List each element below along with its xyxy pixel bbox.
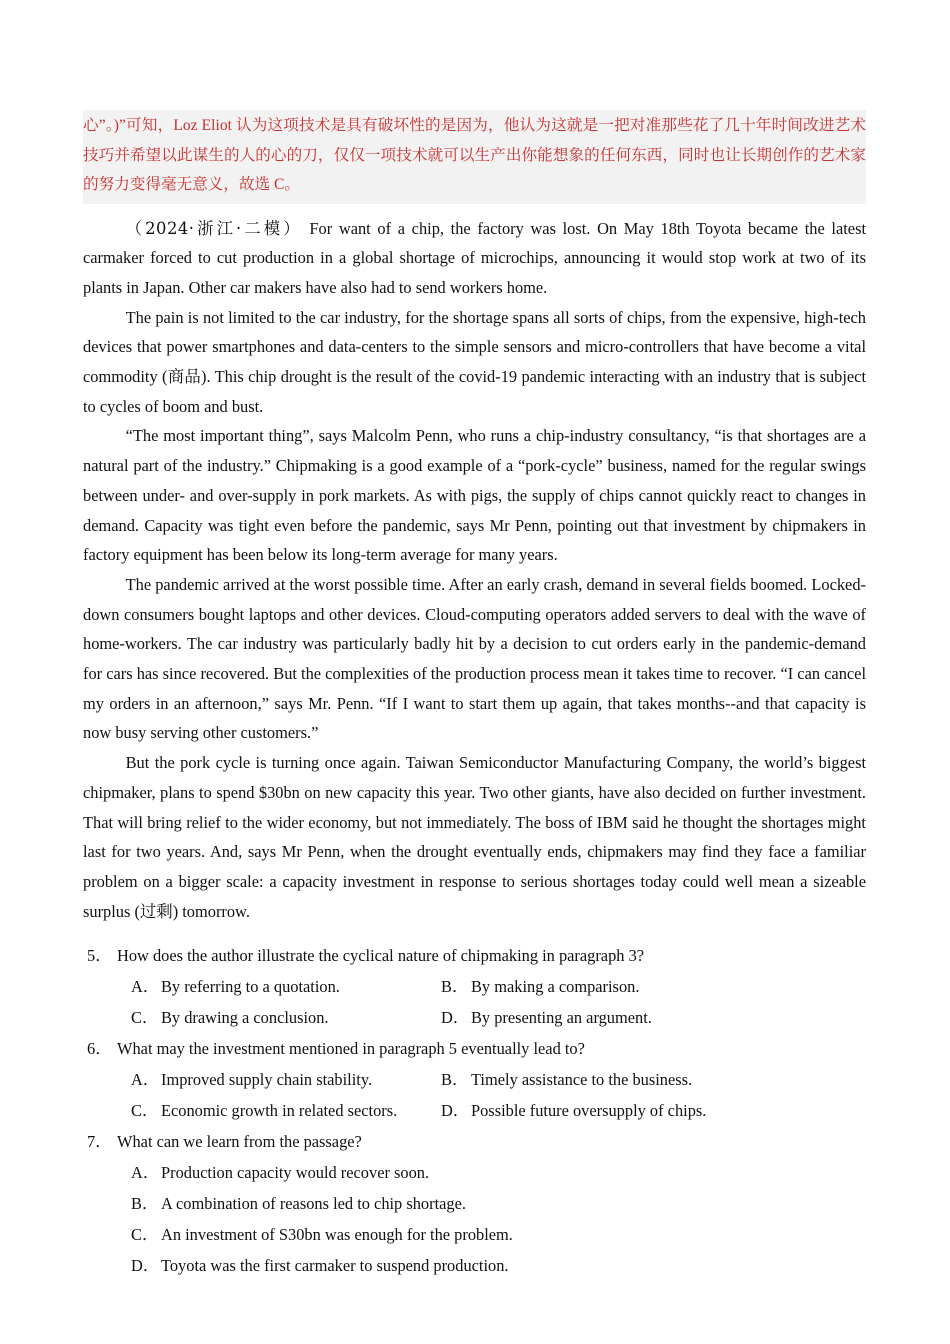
question-5-option-b[interactable]	[441, 971, 883, 1002]
passage-paragraph-4: The pandemic arrived at the worst possible time. After an early crash, demand in several fields boomed. Locked-down consumers bought laptops and other devices. Cloud-computing operators added servers to deal with the wave of home-workers. The car industry was particularly badly hit by a decision to cut orders early in the pandemic-demand for cars has since recovered. But the complexities of the production process mean it takes time to recover. “I can cancel my orders in an afternoon,” says Mr. Penn. “If I want to start them up again, that takes months--and that capacity is now busy serving other customers.”	[83, 574, 866, 743]
question-7-option-c-letter: C．	[131, 1225, 159, 1245]
question-6-option-b-letter: B．	[441, 1070, 469, 1090]
question-5-stem	[83, 940, 883, 971]
question-7-options-row-3	[83, 1219, 883, 1250]
question-5-options-row-1	[83, 971, 883, 1002]
question-5-number: 5．	[87, 946, 112, 966]
passage-paragraph-3: “The most important thing”, says Malcolm Penn, who runs a chip-industry consultancy, “is that shortages are a natural part of the industry.” Chipmaking is a good example of a “pork-cycle” business, named for the regular swings between under- and over-supply in pork markets. As with pigs, the supply of chips cannot quickly react to changes in demand. Capacity was tight even before the pandemic, says Mr Penn, pointing out that investment by chipmakers in factory equipment has been below its long-term average for many years.	[83, 426, 866, 565]
question-7-option-a[interactable]	[131, 1157, 883, 1188]
question-5-option-b-label: By making a comparison.	[471, 977, 640, 997]
question-5-option-d[interactable]	[441, 1002, 883, 1033]
question-7-options-row-4	[83, 1250, 883, 1281]
question-7-option-c[interactable]	[131, 1219, 883, 1250]
question-7-option-d-letter: D．	[131, 1256, 160, 1276]
passage-paragraph-2: The pain is not limited to the car industry, for the shortage spans all sorts of chips, from the expensive, high-tech devices that power smartphones and data-centers to the simple sensors and micro-controllers that have become a vital commodity (商品). This chip drought is the result of the covid-19 pandemic interacting with an industry that is subject to cycles of boom and bust.	[83, 307, 866, 416]
question-6-option-d[interactable]	[441, 1095, 883, 1126]
answer-analysis-block: 心”。)”可知，Loz Eliot 认为这项技术是具有破坏性的是因为，他认为这就是一把对准那些花了几十年时间改进艺术技巧并希望以此谋生的人的心的刀，仅仅一项技术就可以生产出你能想象的任何东西，同时也让长期创作的艺术家的努力变得毫无意义，故选 C。	[83, 110, 866, 204]
passage-paragraph-1	[83, 214, 866, 303]
passage-paragraph-5: But the pork cycle is turning once again. Taiwan Semiconductor Manufacturing Company, the world’s biggest chipmaker, plans to spend $30bn on new capacity this year. Two other giants, have also decided on further investment. That will bring relief to the wider economy, but not immediately. The boss of IBM said he thought the shortages might last for two years. And, says Mr Penn, when the drought eventually ends, chipmakers may find they face a familiar problem on a bigger scale: a capacity investment in response to serious shortages today could well mean a sizeable surplus (过剩) tomorrow.	[83, 753, 866, 921]
question-6	[83, 1033, 883, 1126]
question-5-stem-text: How does the author illustrate the cyclical nature of chipmaking in paragraph 3?	[117, 946, 645, 966]
passage-paragraph-1-text: For want of a chip, the factory was lost. On May 18th Toyota became the latest carmaker forced to cut production in a global shortage of microchips, announcing it would stop work at two of its plants in Japan. Other car makers have also had to send workers home.	[83, 218, 866, 297]
question-7-option-d[interactable]	[131, 1250, 883, 1281]
question-7-option-a-label: Production capacity would recover soon.	[161, 1163, 430, 1183]
question-7-option-b[interactable]	[131, 1188, 883, 1219]
question-7-stem-text: What can we learn from the passage?	[117, 1132, 362, 1152]
question-6-option-a-label: Improved supply chain stability.	[161, 1070, 373, 1090]
question-7-number: 7．	[87, 1132, 112, 1152]
questions-list	[83, 940, 883, 1281]
question-6-option-d-label: Possible future oversupply of chips.	[471, 1101, 707, 1121]
question-5-option-c-letter: C．	[131, 1008, 159, 1028]
question-6-options-row-1	[83, 1064, 883, 1095]
question-7-option-b-letter: B．	[131, 1194, 159, 1214]
question-7-option-c-label: An investment of S30bn was enough for the problem.	[161, 1225, 513, 1245]
question-6-option-c-label: Economic growth in related sectors.	[161, 1101, 398, 1121]
question-6-option-a-letter: A．	[131, 1070, 160, 1090]
question-7-stem	[83, 1126, 883, 1157]
question-5-option-a-letter: A．	[131, 977, 160, 997]
question-5-option-d-label: By presenting an argument.	[471, 1008, 652, 1028]
question-5	[83, 940, 883, 1033]
reading-passage	[83, 214, 866, 927]
question-7-option-b-label: A combination of reasons led to chip shortage.	[161, 1194, 466, 1214]
question-6-options-row-2	[83, 1095, 883, 1126]
question-5-option-c[interactable]	[131, 1002, 441, 1033]
question-7-option-a-letter: A．	[131, 1163, 160, 1183]
question-7-options-row-2	[83, 1188, 883, 1219]
question-6-option-b-label: Timely assistance to the business.	[471, 1070, 693, 1090]
question-7-option-d-label: Toyota was the first carmaker to suspend production.	[161, 1256, 509, 1276]
question-6-option-b[interactable]	[441, 1064, 883, 1095]
question-6-option-d-letter: D．	[441, 1101, 470, 1121]
question-5-option-a-label: By referring to a quotation.	[161, 977, 340, 997]
question-5-option-a[interactable]	[131, 971, 441, 1002]
question-6-stem	[83, 1033, 883, 1064]
source-tag: （2024·浙江·二模）	[125, 218, 303, 238]
question-6-option-c[interactable]	[131, 1095, 441, 1126]
question-6-option-a[interactable]	[131, 1064, 441, 1095]
question-5-options-row-2	[83, 1002, 883, 1033]
question-5-option-b-letter: B．	[441, 977, 469, 997]
question-7	[83, 1126, 883, 1281]
question-6-option-c-letter: C．	[131, 1101, 159, 1121]
question-5-option-d-letter: D．	[441, 1008, 470, 1028]
question-6-number: 6．	[87, 1039, 112, 1059]
question-6-stem-text: What may the investment mentioned in paragraph 5 eventually lead to?	[117, 1039, 585, 1059]
question-5-option-c-label: By drawing a conclusion.	[161, 1008, 329, 1028]
question-7-options-row-1	[83, 1157, 883, 1188]
